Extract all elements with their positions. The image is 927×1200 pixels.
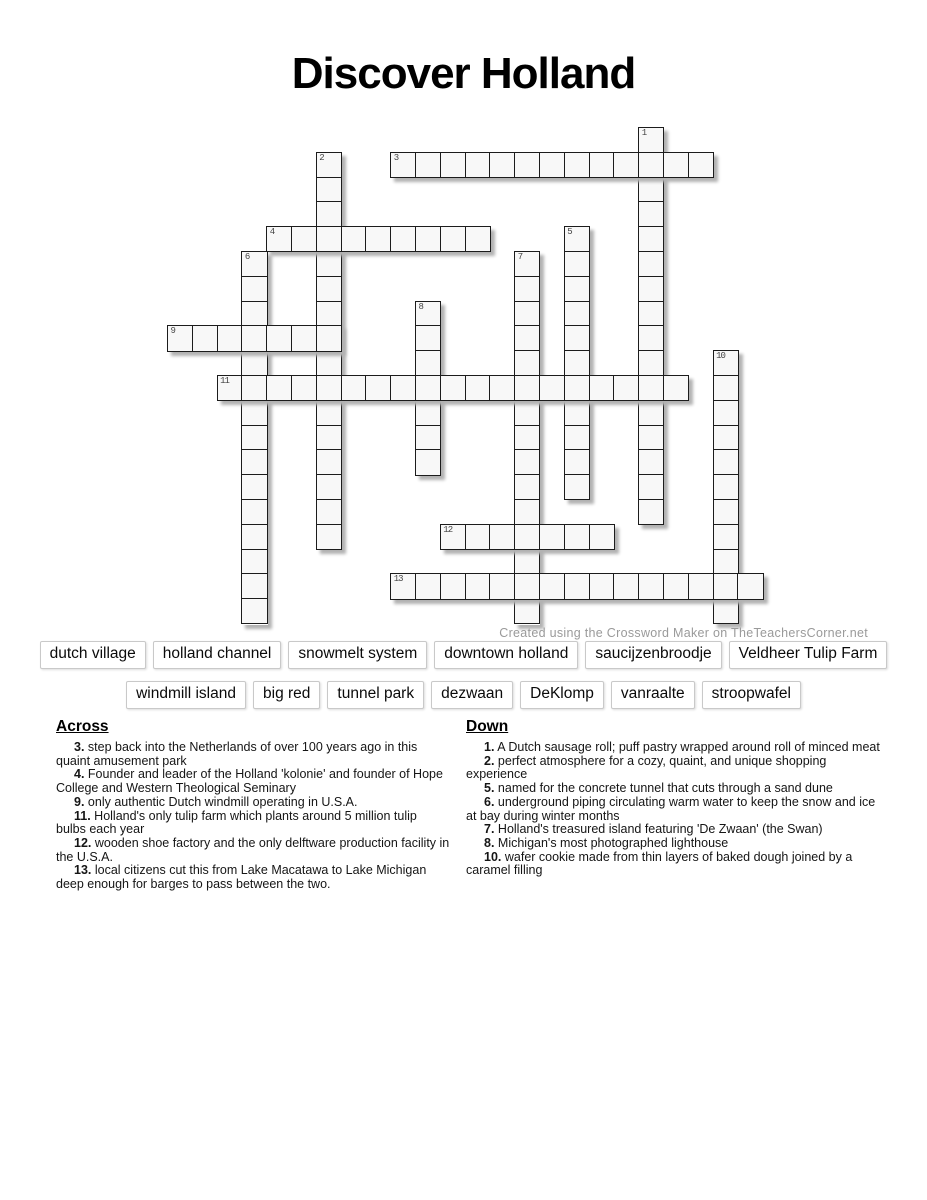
- grid-cell: [415, 425, 441, 451]
- grid-cell: [192, 325, 218, 351]
- word-bank-item: holland channel: [153, 641, 282, 669]
- grid-cell: [564, 474, 590, 500]
- grid-cell: [539, 573, 565, 599]
- grid-cell: [564, 276, 590, 302]
- word-bank-item: big red: [253, 681, 320, 709]
- grid-cell: [638, 152, 664, 178]
- word-bank-row-1: [0, 641, 927, 669]
- clue-number: 13: [393, 574, 403, 585]
- clue-number: 2: [319, 152, 324, 163]
- clue-number: 8: [418, 301, 423, 312]
- grid-cell: [390, 375, 416, 401]
- grid-cell: [638, 573, 664, 599]
- grid-cell: [241, 598, 267, 624]
- grid-cell: [613, 573, 639, 599]
- grid-cell: [713, 474, 739, 500]
- clue-down-7: 7. Holland's treasured island featuring 'De Zwaan' (the Swan): [484, 822, 823, 837]
- word-bank-item: windmill island: [126, 681, 246, 709]
- grid-cell: [564, 449, 590, 475]
- grid-cell: [316, 499, 342, 525]
- word-5-down: [564, 226, 590, 500]
- grid-cell: [440, 375, 466, 401]
- grid-cell: [241, 325, 267, 351]
- word-11-across: [217, 375, 690, 401]
- grid-cell: [489, 573, 515, 599]
- grid-cell: [415, 226, 441, 252]
- clue-number: 5: [567, 227, 572, 238]
- grid-cell: [564, 350, 590, 376]
- grid-cell: [564, 301, 590, 327]
- grid-cell: [390, 226, 416, 252]
- grid-cell: [638, 474, 664, 500]
- grid-cell: [316, 201, 342, 227]
- clue-across-11: 11. Holland's only tulip farm which plants around 5 million tulip bulbs each year: [56, 808, 417, 837]
- word-bank-item: vanraalte: [611, 681, 695, 709]
- grid-cell: [514, 400, 540, 426]
- grid-cell: [688, 573, 714, 599]
- grid-cell: [316, 425, 342, 451]
- grid-cell: [514, 499, 540, 525]
- grid-cell: [291, 325, 317, 351]
- grid-cell: [241, 350, 267, 376]
- clue-down-2: 2. perfect atmosphere for a cozy, quaint, and unique shopping experience: [466, 753, 827, 782]
- grid-cell: [638, 177, 664, 203]
- grid-cell: [415, 375, 441, 401]
- word-3-across: [390, 152, 714, 178]
- grid-cell: [316, 177, 342, 203]
- across-section: [56, 718, 450, 892]
- word-9-across: [167, 325, 342, 351]
- grid-cell: [341, 226, 367, 252]
- clue-down-5: 5. named for the concrete tunnel that cuts through a sand dune: [484, 781, 833, 796]
- word-bank-row-2: [0, 681, 927, 709]
- grid-cell: [266, 375, 292, 401]
- word-bank-item: saucijzenbroodje: [585, 641, 721, 669]
- grid-cell: [440, 573, 466, 599]
- grid-cell: [638, 251, 664, 277]
- grid-cell: [514, 350, 540, 376]
- grid-cell: [688, 152, 714, 178]
- grid-cell: [514, 301, 540, 327]
- clue-down-1: 1. A Dutch sausage roll; puff pastry wrapped around roll of minced meat: [484, 740, 880, 754]
- grid-cell: [663, 573, 689, 599]
- clue-across-9: 9. only authentic Dutch windmill operating in U.S.A.: [74, 794, 358, 809]
- clue-down-6: 6. underground piping circulating warm water to keep the snow and ice at bay during winter months: [466, 794, 876, 823]
- grid-cell: [217, 325, 243, 351]
- clue-down-10: 10. wafer cookie made from thin layers of baked dough joined by a caramel filling: [466, 849, 853, 878]
- grid-cell: [564, 325, 590, 351]
- grid-cell: [613, 375, 639, 401]
- grid-cell: [415, 325, 441, 351]
- grid-cell: [241, 375, 267, 401]
- clue-number: 10: [716, 351, 725, 362]
- word-7-down: [514, 251, 540, 625]
- grid-cell: [241, 425, 267, 451]
- clue-across-3: 3. step back into the Netherlands of over 100 years ago in this quaint amusement park: [56, 740, 418, 768]
- clue-number: 11: [220, 376, 229, 386]
- word-bank-item: dezwaan: [431, 681, 513, 709]
- grid-cell: [663, 375, 689, 401]
- grid-cell: [589, 524, 615, 550]
- across-clues: [56, 741, 450, 892]
- word-bank-item: DeKlomp: [520, 681, 604, 709]
- grid-cell: [564, 425, 590, 451]
- grid-cell: [514, 276, 540, 302]
- grid-cell: [638, 375, 664, 401]
- grid-cell: [638, 350, 664, 376]
- grid-cell: [316, 474, 342, 500]
- grid-cell: [539, 524, 565, 550]
- grid-cell: [241, 549, 267, 575]
- clue-number: 9: [170, 326, 175, 337]
- grid-cell: [713, 524, 739, 550]
- grid-cell: [316, 301, 342, 327]
- grid-cell: [415, 152, 441, 178]
- word-bank-item: dutch village: [40, 641, 146, 669]
- clue-across-13: 13. local citizens cut this from Lake Macatawa to Lake Michigan deep enough for barges to pass between the two.: [56, 863, 427, 892]
- grid-cell: [514, 425, 540, 451]
- grid-cell: [465, 152, 491, 178]
- grid-cell: [638, 400, 664, 426]
- grid-cell: [514, 449, 540, 475]
- word-6-down: [241, 251, 267, 625]
- grid-cell: [415, 449, 441, 475]
- grid-cell: [316, 226, 342, 252]
- grid-cell: [589, 573, 615, 599]
- grid-cell: [415, 573, 441, 599]
- word-4-across: [266, 226, 491, 252]
- grid-cell: [241, 400, 267, 426]
- grid-cell: [465, 573, 491, 599]
- grid-cell: [713, 598, 739, 624]
- grid-cell: [316, 449, 342, 475]
- grid-cell: [514, 474, 540, 500]
- grid-cell: [713, 400, 739, 426]
- word-1-down: [638, 127, 664, 525]
- grid-cell: [638, 201, 664, 227]
- grid-cell: [440, 226, 466, 252]
- clue-across-12: 12. wooden shoe factory and the only delftware production facility in the U.S.A.: [56, 835, 450, 864]
- clue-number: 1: [641, 128, 647, 138]
- grid-cell: [266, 325, 292, 351]
- grid-cell: [291, 226, 317, 252]
- grid-cell: [316, 251, 342, 277]
- grid-cell: [316, 524, 342, 550]
- word-bank-item: stroopwafel: [702, 681, 801, 709]
- grid-cell: [514, 524, 540, 550]
- page-title: Discover Holland: [291, 49, 636, 98]
- grid-cell: [564, 400, 590, 426]
- word-bank-item: tunnel park: [327, 681, 424, 709]
- clue-number: 4: [269, 227, 275, 238]
- grid-cell: [514, 549, 540, 575]
- clue-across-4: 4. Founder and leader of the Holland 'kolonie' and founder of Hope College and Western Theological Seminary: [56, 767, 443, 796]
- clue-number: 6: [244, 252, 250, 262]
- grid-cell: [613, 152, 639, 178]
- grid-cell: [564, 152, 590, 178]
- grid-cell: [514, 152, 540, 178]
- grid-cell: [638, 301, 664, 327]
- grid-cell: [564, 573, 590, 599]
- grid-cell: [638, 325, 664, 351]
- grid-cell: [241, 301, 267, 327]
- grid-cell: [539, 375, 565, 401]
- grid-cell: [514, 325, 540, 351]
- grid-cell: [316, 276, 342, 302]
- grid-cell: [365, 375, 391, 401]
- word-bank-item: downtown holland: [434, 641, 578, 669]
- across-heading: Across: [56, 718, 109, 735]
- grid-cell: [489, 524, 515, 550]
- credit-line: Created using the Crossword Maker on TheTeachersCorner.net: [499, 626, 868, 640]
- word-12-across: [440, 524, 615, 550]
- grid-cell: [713, 549, 739, 575]
- grid-cell: [663, 152, 689, 178]
- grid-cell: [241, 276, 267, 302]
- grid-cell: [638, 226, 664, 252]
- grid-cell: [241, 474, 267, 500]
- grid-cell: [341, 375, 367, 401]
- clue-number: 12: [443, 524, 453, 535]
- grid-cell: [241, 524, 267, 550]
- grid-cell: [365, 226, 391, 252]
- grid-cell: [241, 499, 267, 525]
- grid-cell: [713, 449, 739, 475]
- word-13-across: [390, 573, 764, 599]
- down-clues: [466, 741, 884, 878]
- grid-cell: [465, 226, 491, 252]
- grid-cell: [737, 573, 763, 599]
- grid-cell: [241, 449, 267, 475]
- grid-cell: [564, 375, 590, 401]
- grid-cell: [638, 449, 664, 475]
- grid-cell: [489, 375, 515, 401]
- grid-cell: [514, 375, 540, 401]
- grid-cell: [638, 276, 664, 302]
- grid-cell: [713, 375, 739, 401]
- grid-cell: [241, 573, 267, 599]
- grid-cell: [514, 598, 540, 624]
- grid-cell: [316, 375, 342, 401]
- grid-cell: [291, 375, 317, 401]
- down-section: [466, 718, 884, 878]
- grid-cell: [713, 499, 739, 525]
- grid-cell: [489, 152, 515, 178]
- grid-cell: [415, 350, 441, 376]
- grid-cell: [589, 375, 615, 401]
- grid-cell: [564, 524, 590, 550]
- down-heading: Down: [466, 718, 509, 735]
- clue-down-8: 8. Michigan's most photographed lighthouse: [484, 835, 729, 850]
- grid-cell: [638, 425, 664, 451]
- grid-cell: [465, 524, 491, 550]
- grid-cell: [316, 400, 342, 426]
- grid-cell: [415, 400, 441, 426]
- grid-cell: [440, 152, 466, 178]
- clue-number: 3: [393, 152, 399, 163]
- word-bank-item: snowmelt system: [288, 641, 427, 669]
- grid-cell: [713, 425, 739, 451]
- grid-cell: [713, 573, 739, 599]
- grid-cell: [316, 325, 342, 351]
- clue-number: 7: [517, 252, 523, 262]
- grid-cell: [465, 375, 491, 401]
- grid-cell: [316, 350, 342, 376]
- grid-cell: [564, 251, 590, 277]
- word-bank-item: Veldheer Tulip Farm: [729, 641, 888, 669]
- grid-cell: [589, 152, 615, 178]
- grid-cell: [638, 499, 664, 525]
- grid-cell: [539, 152, 565, 178]
- grid-cell: [514, 573, 540, 599]
